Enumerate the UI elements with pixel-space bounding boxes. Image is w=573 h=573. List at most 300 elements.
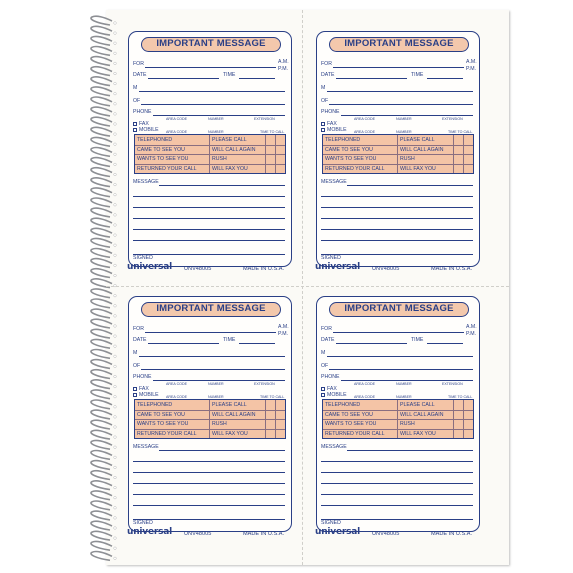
of-label: OF <box>133 363 141 369</box>
coil-loop <box>91 440 112 449</box>
message-line[interactable] <box>321 196 473 197</box>
sku-label: UNV48005 <box>184 266 212 272</box>
coil-loop <box>91 198 112 207</box>
grid-col-divider <box>397 135 398 173</box>
mobile-label: MOBILE <box>139 392 159 398</box>
returned-your-call-option[interactable]: RETURNED YOUR CALL <box>325 430 385 437</box>
phone-label: PHONE <box>133 109 152 115</box>
coil-loop <box>91 552 112 561</box>
area-code-label-2: AREA CODE <box>354 395 375 399</box>
will-call-again-option[interactable]: WILL CALL AGAIN <box>212 146 256 153</box>
coil-loop <box>91 471 112 480</box>
wants-to-see-you-option[interactable]: WANTS TO SEE YOU <box>325 156 377 162</box>
please-call-option[interactable]: PLEASE CALL <box>400 137 435 143</box>
pm-label: P.M. <box>466 331 476 337</box>
coil-loop <box>91 228 112 237</box>
date-line[interactable] <box>336 78 407 79</box>
punch-hole <box>114 517 117 520</box>
form-title: IMPORTANT MESSAGE <box>329 302 469 317</box>
punch-hole <box>114 22 117 25</box>
punch-hole <box>114 305 117 308</box>
punch-hole <box>114 32 117 35</box>
universal-logo: universal <box>315 262 361 272</box>
time-line[interactable] <box>239 343 275 344</box>
coil-loop <box>91 208 112 217</box>
coil-loop <box>91 218 112 227</box>
message-line[interactable] <box>321 472 473 473</box>
area-code-label: AREA CODE <box>354 117 375 121</box>
coil-loop <box>91 410 112 419</box>
came-to-see-you-option[interactable]: CAME TO SEE YOU <box>325 146 373 153</box>
grid-row-divider <box>323 145 473 146</box>
of-label: OF <box>321 98 329 104</box>
signed-line[interactable] <box>133 519 285 520</box>
message-line[interactable] <box>159 450 285 451</box>
sku-label: UNV48005 <box>372 266 400 272</box>
punch-hole <box>114 527 117 530</box>
message-line[interactable] <box>321 240 473 241</box>
signed-line[interactable] <box>321 519 473 520</box>
area-code-label-2: AREA CODE <box>354 130 375 134</box>
came-to-see-you-option[interactable]: CAME TO SEE YOU <box>137 146 185 153</box>
m-line[interactable] <box>327 91 473 92</box>
coil-loop <box>91 127 112 136</box>
grid-col-divider <box>463 400 464 438</box>
coil-loop <box>91 481 112 490</box>
grid-col-divider <box>453 135 454 173</box>
grid-col-divider <box>209 400 210 438</box>
for-label: FOR <box>321 61 332 67</box>
punch-hole <box>114 254 117 257</box>
punch-hole <box>114 385 117 388</box>
coil-loop <box>91 87 112 96</box>
number-label: NUMBER <box>208 382 224 386</box>
fax-checkbox[interactable] <box>321 387 325 391</box>
mobile-checkbox[interactable] <box>321 128 325 132</box>
coil-loop <box>91 491 112 500</box>
will-call-again-option[interactable]: WILL CALL AGAIN <box>400 146 444 153</box>
punch-hole <box>114 224 117 227</box>
signed-line[interactable] <box>133 254 285 255</box>
universal-logo: universal <box>127 527 173 537</box>
coil-loop <box>91 259 112 268</box>
coil-loop <box>91 36 112 45</box>
time-line[interactable] <box>427 78 463 79</box>
time-line[interactable] <box>427 343 463 344</box>
rush-option[interactable]: RUSH <box>400 421 415 427</box>
message-line[interactable] <box>159 185 285 186</box>
coil-loop <box>91 269 112 278</box>
universal-logo: universal <box>315 527 361 537</box>
signed-label: SIGNED <box>133 255 153 261</box>
for-label: FOR <box>133 61 144 67</box>
punch-hole <box>114 62 117 65</box>
wants-to-see-you-option[interactable]: WANTS TO SEE YOU <box>325 421 377 427</box>
telephoned-option[interactable]: TELEPHONED <box>137 137 173 143</box>
punch-hole <box>114 426 117 429</box>
of-line[interactable] <box>329 369 473 370</box>
punch-hole <box>114 406 117 409</box>
punch-hole <box>114 113 117 116</box>
telephoned-option[interactable]: TELEPHONED <box>137 402 173 408</box>
punch-hole <box>114 92 117 95</box>
call-status-grid <box>134 399 286 439</box>
message-line[interactable] <box>321 218 473 219</box>
coil-loop <box>91 26 112 35</box>
rush-option[interactable]: RUSH <box>212 421 227 427</box>
number-label-2: NUMBER <box>208 395 224 399</box>
date-line[interactable] <box>148 343 219 344</box>
grid-row-divider <box>135 145 285 146</box>
signed-label: SIGNED <box>321 255 341 261</box>
punch-hole <box>114 537 117 540</box>
date-line[interactable] <box>336 343 407 344</box>
grid-row-divider <box>323 164 473 165</box>
spiral-binding-icon <box>82 10 122 565</box>
time-label: TIME <box>223 337 236 343</box>
m-line[interactable] <box>139 356 285 357</box>
extension-label: EXTENSION <box>254 117 275 121</box>
coil-loop <box>91 97 112 106</box>
coil-loop <box>91 309 112 318</box>
grid-col-divider <box>265 400 266 438</box>
for-label: FOR <box>321 326 332 332</box>
area-code-label-2: AREA CODE <box>166 395 187 399</box>
area-code-label: AREA CODE <box>166 382 187 386</box>
punch-hole <box>114 355 117 358</box>
punch-hole <box>114 335 117 338</box>
punch-hole <box>114 143 117 146</box>
date-label: DATE <box>133 337 147 343</box>
coil-loop <box>91 107 112 116</box>
coil-loop <box>91 360 112 369</box>
coil-loop <box>91 168 112 177</box>
perforation-horizontal <box>106 286 509 287</box>
message-line[interactable] <box>133 218 285 219</box>
punch-hole <box>114 52 117 55</box>
sku-label: UNV48005 <box>184 531 212 537</box>
area-code-label: AREA CODE <box>166 117 187 121</box>
grid-col-divider <box>265 135 266 173</box>
phone-label: PHONE <box>321 374 340 380</box>
coil-loop <box>91 451 112 460</box>
signed-label: SIGNED <box>321 520 341 526</box>
punch-hole <box>114 204 117 207</box>
message-line[interactable] <box>133 483 285 484</box>
signed-label: SIGNED <box>133 520 153 526</box>
message-line[interactable] <box>133 229 285 230</box>
number-label-2: NUMBER <box>208 130 224 134</box>
will-call-again-option[interactable]: WILL CALL AGAIN <box>400 411 444 418</box>
date-label: DATE <box>321 72 335 78</box>
time-to-call-label: TIME TO CALL <box>448 395 473 399</box>
made-in-label: MADE IN U.S.A. <box>243 266 285 272</box>
punch-hole <box>114 163 117 166</box>
for-line[interactable] <box>333 67 464 68</box>
message-label: MESSAGE <box>321 444 347 450</box>
punch-hole <box>114 486 117 489</box>
m-line[interactable] <box>139 91 285 92</box>
mobile-label: MOBILE <box>327 127 347 133</box>
punch-hole <box>114 365 117 368</box>
grid-row-divider <box>135 429 285 430</box>
coil-loop <box>91 117 112 126</box>
fax-label: FAX <box>139 121 149 127</box>
returned-your-call-option[interactable]: RETURNED YOUR CALL <box>325 165 385 172</box>
punch-hole <box>114 244 117 247</box>
message-label: MESSAGE <box>133 179 159 185</box>
punch-hole <box>114 557 117 560</box>
will-call-again-option[interactable]: WILL CALL AGAIN <box>212 411 256 418</box>
message-line[interactable] <box>133 461 285 462</box>
call-status-grid <box>322 399 474 439</box>
coil-loop <box>91 47 112 56</box>
grid-row-divider <box>323 410 473 411</box>
coil-loop <box>91 299 112 308</box>
message-line[interactable] <box>321 483 473 484</box>
of-label: OF <box>321 363 329 369</box>
for-line[interactable] <box>145 332 276 333</box>
coil-loop <box>91 521 112 530</box>
punch-hole <box>114 193 117 196</box>
message-line[interactable] <box>133 240 285 241</box>
message-line[interactable] <box>133 207 285 208</box>
coil-loop <box>91 329 112 338</box>
punch-hole <box>114 345 117 348</box>
will-fax-you-option[interactable]: WILL FAX YOU <box>400 430 436 437</box>
fax-label: FAX <box>327 121 337 127</box>
message-label: MESSAGE <box>133 444 159 450</box>
came-to-see-you-option[interactable]: CAME TO SEE YOU <box>137 411 185 418</box>
coil-loop <box>91 400 112 409</box>
mobile-label: MOBILE <box>139 127 159 133</box>
m-label: M <box>133 350 138 356</box>
punch-hole <box>114 173 117 176</box>
coil-loop <box>91 430 112 439</box>
date-label: DATE <box>133 72 147 78</box>
message-line[interactable] <box>347 185 473 186</box>
wants-to-see-you-option[interactable]: WANTS TO SEE YOU <box>137 156 189 162</box>
am-label: A.M. <box>278 324 289 330</box>
message-form <box>316 31 480 267</box>
rush-option[interactable]: RUSH <box>400 156 415 162</box>
telephoned-option[interactable]: TELEPHONED <box>325 402 361 408</box>
of-line[interactable] <box>141 104 285 105</box>
message-form <box>128 296 292 532</box>
coil-loop <box>91 461 112 470</box>
for-line[interactable] <box>145 67 276 68</box>
area-code-label-2: AREA CODE <box>166 130 187 134</box>
mobile-checkbox[interactable] <box>133 128 137 132</box>
fax-checkbox[interactable] <box>133 122 137 126</box>
coil-loop <box>91 350 112 359</box>
date-label: DATE <box>321 337 335 343</box>
made-in-label: MADE IN U.S.A. <box>431 266 473 272</box>
grid-col-divider <box>275 135 276 173</box>
will-fax-you-option[interactable]: WILL FAX YOU <box>212 165 248 172</box>
wants-to-see-you-option[interactable]: WANTS TO SEE YOU <box>137 421 189 427</box>
coil-loop <box>91 541 112 550</box>
punch-hole <box>114 103 117 106</box>
coil-loop <box>91 158 112 167</box>
extension-label: EXTENSION <box>254 382 275 386</box>
punch-hole <box>114 507 117 510</box>
message-line[interactable] <box>321 461 473 462</box>
m-label: M <box>321 350 326 356</box>
call-status-grid <box>322 134 474 174</box>
punch-hole <box>114 123 117 126</box>
made-in-label: MADE IN U.S.A. <box>243 531 285 537</box>
punch-hole <box>114 446 117 449</box>
time-label: TIME <box>411 337 424 343</box>
number-label-2: NUMBER <box>396 130 412 134</box>
number-label-2: NUMBER <box>396 395 412 399</box>
grid-col-divider <box>463 135 464 173</box>
coil-loop <box>91 57 112 66</box>
time-to-call-label: TIME TO CALL <box>448 130 473 134</box>
grid-row-divider <box>135 419 285 420</box>
punch-hole <box>114 214 117 217</box>
punch-hole <box>114 466 117 469</box>
punch-hole <box>114 183 117 186</box>
m-line[interactable] <box>327 356 473 357</box>
form-title: IMPORTANT MESSAGE <box>141 37 281 52</box>
coil-loop <box>91 511 112 520</box>
of-line[interactable] <box>141 369 285 370</box>
mobile-checkbox[interactable] <box>321 393 325 397</box>
coil-loop <box>91 501 112 510</box>
phone-label: PHONE <box>133 374 152 380</box>
please-call-option[interactable]: PLEASE CALL <box>400 402 435 408</box>
punch-hole <box>114 82 117 85</box>
of-line[interactable] <box>329 104 473 105</box>
returned-your-call-option[interactable]: RETURNED YOUR CALL <box>137 430 197 437</box>
coil-loop <box>91 370 112 379</box>
message-line[interactable] <box>133 472 285 473</box>
punch-hole <box>114 294 117 297</box>
coil-loop <box>91 238 112 247</box>
for-line[interactable] <box>333 332 464 333</box>
message-line[interactable] <box>347 450 473 451</box>
mobile-label: MOBILE <box>327 392 347 398</box>
number-label: NUMBER <box>208 117 224 121</box>
message-line[interactable] <box>321 505 473 506</box>
message-line[interactable] <box>321 207 473 208</box>
grid-col-divider <box>453 400 454 438</box>
punch-hole <box>114 42 117 45</box>
coil-loop <box>91 319 112 328</box>
grid-row-divider <box>135 410 285 411</box>
coil-loop <box>91 67 112 76</box>
punch-hole <box>114 234 117 237</box>
returned-your-call-option[interactable]: RETURNED YOUR CALL <box>137 165 197 172</box>
coil-loop <box>91 16 112 25</box>
mobile-checkbox[interactable] <box>133 393 137 397</box>
punch-hole <box>114 547 117 550</box>
extension-label: EXTENSION <box>442 117 463 121</box>
punch-hole <box>114 476 117 479</box>
of-label: OF <box>133 98 141 104</box>
punch-hole <box>114 72 117 75</box>
form-title: IMPORTANT MESSAGE <box>141 302 281 317</box>
coil-loop <box>91 178 112 187</box>
grid-row-divider <box>135 164 285 165</box>
grid-col-divider <box>209 135 210 173</box>
message-form <box>128 31 292 267</box>
am-label: A.M. <box>278 59 289 65</box>
am-label: A.M. <box>466 324 477 330</box>
time-to-call-label: TIME TO CALL <box>260 130 285 134</box>
punch-hole <box>114 315 117 318</box>
please-call-option[interactable]: PLEASE CALL <box>212 137 247 143</box>
punch-hole <box>114 325 117 328</box>
form-title: IMPORTANT MESSAGE <box>329 37 469 52</box>
punch-hole <box>114 153 117 156</box>
time-line[interactable] <box>239 78 275 79</box>
will-fax-you-option[interactable]: WILL FAX YOU <box>400 165 436 172</box>
made-in-label: MADE IN U.S.A. <box>431 531 473 537</box>
coil-loop <box>91 137 112 146</box>
coil-loop <box>91 77 112 86</box>
phone-label: PHONE <box>321 109 340 115</box>
message-line[interactable] <box>321 494 473 495</box>
grid-row-divider <box>323 429 473 430</box>
coil-loop <box>91 289 112 298</box>
time-to-call-label: TIME TO CALL <box>260 395 285 399</box>
will-fax-you-option[interactable]: WILL FAX YOU <box>212 430 248 437</box>
message-line[interactable] <box>133 494 285 495</box>
pm-label: P.M. <box>278 331 288 337</box>
punch-hole <box>114 496 117 499</box>
please-call-option[interactable]: PLEASE CALL <box>212 402 247 408</box>
for-label: FOR <box>133 326 144 332</box>
time-label: TIME <box>223 72 236 78</box>
punch-hole <box>114 133 117 136</box>
signed-line[interactable] <box>321 254 473 255</box>
area-code-label: AREA CODE <box>354 382 375 386</box>
fax-checkbox[interactable] <box>133 387 137 391</box>
grid-row-divider <box>135 154 285 155</box>
came-to-see-you-option[interactable]: CAME TO SEE YOU <box>325 411 373 418</box>
punch-hole <box>114 456 117 459</box>
perforation-vertical <box>302 10 303 565</box>
telephoned-option[interactable]: TELEPHONED <box>325 137 361 143</box>
fax-checkbox[interactable] <box>321 122 325 126</box>
extension-label: EXTENSION <box>442 382 463 386</box>
date-line[interactable] <box>148 78 219 79</box>
message-line[interactable] <box>321 229 473 230</box>
punch-hole <box>114 416 117 419</box>
grid-col-divider <box>275 400 276 438</box>
coil-loop <box>91 339 112 348</box>
rush-option[interactable]: RUSH <box>212 156 227 162</box>
punch-hole <box>114 395 117 398</box>
message-line[interactable] <box>133 196 285 197</box>
m-label: M <box>133 85 138 91</box>
coil-loop <box>91 148 112 157</box>
grid-row-divider <box>323 154 473 155</box>
m-label: M <box>321 85 326 91</box>
coil-loop <box>91 420 112 429</box>
coil-loop <box>91 188 112 197</box>
message-line[interactable] <box>133 505 285 506</box>
coil-loop <box>91 249 112 258</box>
am-label: A.M. <box>466 59 477 65</box>
fax-label: FAX <box>327 386 337 392</box>
grid-row-divider <box>323 419 473 420</box>
punch-hole <box>114 264 117 267</box>
pm-label: P.M. <box>466 66 476 72</box>
